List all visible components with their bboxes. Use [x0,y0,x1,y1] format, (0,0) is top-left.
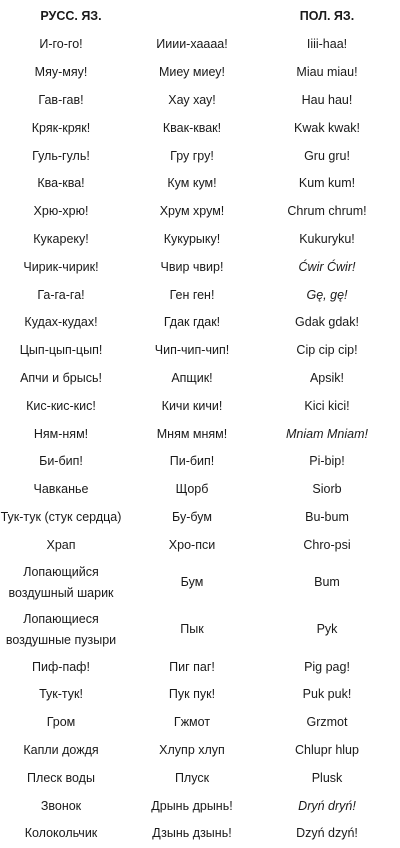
cell-polish: Pi-bip! [309,454,345,469]
table-header [0,9,400,27]
cell-transliteration: Кум кум! [167,176,217,191]
table-row [0,392,400,420]
table-row [0,59,400,87]
table-row [0,309,400,337]
cell-polish: Cip cip cip! [296,343,358,358]
cell-polish: Bu-bum [305,509,349,524]
cell-polish: Gdak gdak! [295,315,359,330]
cell-russian: Лопающийся воздушный шарик [8,564,114,600]
cell-polish: Ćwir Ćwir! [298,259,356,274]
cell-transliteration: Кукурыку! [163,231,221,246]
table-row [0,31,400,59]
table-row [0,253,400,281]
header-polish: ПОЛ. ЯЗ. [299,9,355,23]
table-row [0,420,400,448]
table-row [0,87,400,115]
cell-russian: Тук-тук (стук сердца) [0,509,122,524]
cell-polish: Puk puk! [302,687,352,702]
cell-transliteration: Гру гру! [170,148,214,163]
cell-polish: Hau hau! [301,92,353,107]
cell-russian: Мяу-мяу! [34,65,88,80]
table-row [0,559,400,606]
table-row [0,606,400,653]
cell-polish: Grzmot [306,715,348,730]
cell-polish: Gę, gę! [306,287,348,302]
cell-russian: Кудах-кудах! [24,315,98,330]
cell-transliteration: Хау хау! [168,92,216,107]
cell-russian: Капли дождя [23,742,99,757]
cell-polish: Siorb [312,482,342,497]
cell-transliteration: Щорб [175,482,209,497]
cell-russian: Цып-цып-цып! [19,343,103,358]
cell-transliteration: Дрынь дрынь! [151,798,233,813]
table-row [0,653,400,681]
cell-russian: Гав-гав! [38,92,84,107]
cell-transliteration: Ииии-хаааа! [156,37,228,52]
cell-transliteration: Бум [180,575,204,590]
table-row [0,737,400,765]
cell-russian: Кряк-кряк! [31,120,91,135]
cell-transliteration: Миеу миеу! [158,65,226,80]
table-row [0,764,400,792]
cell-transliteration: Гдак гдак! [163,315,221,330]
cell-russian: Чирик-чирик! [23,259,99,274]
table-row [0,226,400,254]
cell-russian: Лопающиеся воздушные пузыри [5,611,117,647]
cell-russian: Храп [46,537,76,552]
cell-polish: Kukuryku! [299,231,355,246]
table-row [0,709,400,737]
table-row [0,365,400,393]
cell-russian: Гуль-гуль! [32,148,90,163]
cell-polish: Apsik! [309,370,345,385]
cell-transliteration: Гжмот [173,715,211,730]
cell-transliteration: Пык [180,622,204,637]
cell-polish: Kum kum! [298,176,356,191]
cell-russian: Чавканье [33,482,89,497]
cell-transliteration: Апщик! [171,370,213,385]
table-row [0,820,400,848]
cell-russian: Плеск воды [27,770,95,785]
cell-polish: Chlupr hlup [295,742,359,757]
table-row [0,504,400,532]
cell-polish: Dzyń dzyń! [296,826,358,841]
cell-russian: Би-бип! [39,454,83,469]
cell-russian: Апчи и брысь! [20,370,102,385]
table-row [0,281,400,309]
cell-polish: Kwak kwak! [294,120,360,135]
cell-transliteration: Кичи кичи! [161,398,223,413]
cell-transliteration: Бу-бум [172,509,212,524]
cell-russian: Кис-кис-кис! [26,398,96,413]
table-row [0,198,400,226]
cell-polish: Miau miau! [296,65,358,80]
cell-transliteration: Плуск [174,770,210,785]
cell-polish: Kici kici! [304,398,350,413]
cell-polish: Iiii-haa! [306,37,348,52]
cell-russian: Хрю-хрю! [33,204,89,219]
cell-transliteration: Ген ген! [169,287,215,302]
table-row [0,792,400,820]
table-body [0,31,400,848]
cell-polish: Chro-psi [303,537,351,552]
cell-transliteration: Хлупр хлуп [159,742,225,757]
cell-transliteration: Пиг паг! [169,659,215,674]
cell-polish: Pig pag! [304,659,350,674]
cell-transliteration: Пи-бип! [169,454,215,469]
table-row [0,681,400,709]
cell-transliteration: Квак-квак! [162,120,222,135]
cell-polish: Chrum chrum! [287,204,367,219]
table-row [0,142,400,170]
cell-transliteration: Чип-чип-чип! [154,343,230,358]
cell-russian: Звонок [40,798,82,813]
table-row [0,476,400,504]
cell-russian: Ква-ква! [37,176,85,191]
cell-russian: Га-га-га! [37,287,85,302]
cell-polish: Mniam Mniam! [286,426,368,441]
table-row [0,531,400,559]
table-row [0,448,400,476]
cell-russian: Кукареку! [33,231,89,246]
cell-polish: Plusk [311,770,343,785]
cell-polish: Gru gru! [304,148,350,163]
table-row [0,114,400,142]
cell-transliteration: Дзынь дзынь! [152,826,232,841]
cell-russian: Тук-тук! [39,687,83,702]
cell-russian: Пиф-паф! [32,659,90,674]
cell-transliteration: Мням мням! [156,426,228,441]
cell-polish: Bum [314,575,340,590]
cell-polish: Dryń dryń! [298,798,356,813]
cell-russian: Гром [46,715,76,730]
header-russian: РУСС. ЯЗ. [40,9,102,23]
cell-transliteration: Хро-пси [168,537,216,552]
table-row [0,337,400,365]
cell-transliteration: Хрум хрум! [159,204,225,219]
cell-transliteration: Чвир чвир! [160,259,224,274]
cell-russian: Колокольчик [24,826,98,841]
cell-russian: И-го-го! [39,37,83,52]
cell-polish: Pyk [316,622,338,637]
cell-transliteration: Пук пук! [168,687,216,702]
cell-russian: Ням-ням! [33,426,89,441]
table-row [0,170,400,198]
